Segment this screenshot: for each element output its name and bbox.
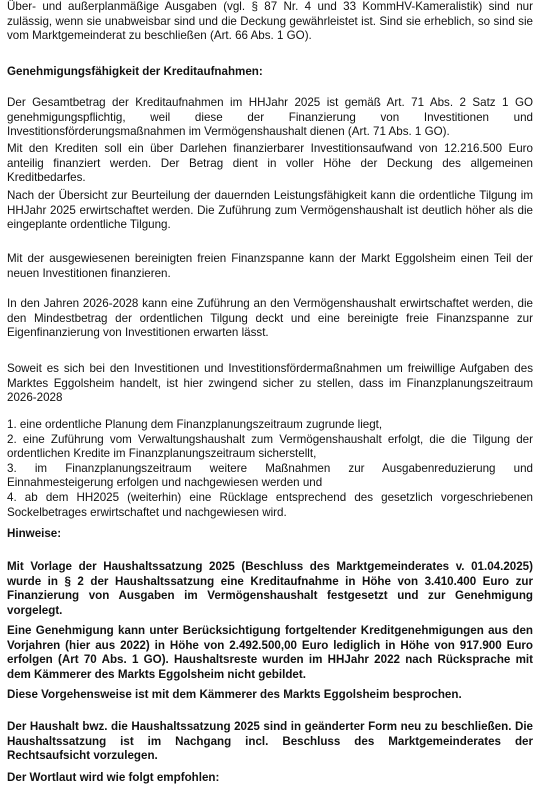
- paragraph-soweit: Soweit es sich bei den Investitionen und Investitionsfördermaßnahmen um freiwillige Aufgaben des Marktes Eggolsheim handelt, ist hier zwingend sicher zu stellen, dass im Finanzplanungszeitraum 2026-2028: [7, 362, 533, 405]
- paragraph-wortlaut: Der Wortlaut wird wie folgt empfohlen:: [7, 771, 220, 784]
- heading-kreditaufnahmen: Genehmigungsfähigkeit der Kreditaufnahmen:: [7, 65, 263, 78]
- paragraph-haushalt: Der Haushalt bwz. die Haushaltssatzung 2025 sind in geänderter Form neu zu beschließen. Die Haushaltssatzung ist im Nachgang incl. Beschluss des Marktgemeinderates der Rechtsaufsicht vorzulegen.: [7, 720, 533, 763]
- list-item: 3. im Finanzplanungszeitraum weitere Maßnahmen zur Ausgabenreduzierung und Einnahmesteigerung erfolgen und nachgewiesen werden und: [7, 461, 533, 490]
- heading-hinweise: Hinweise:: [7, 527, 62, 540]
- paragraph-krediten: Mit den Krediten soll ein über Darlehen finanzierbarer Investitionsaufwand von 12.216.500 Euro anteilig finanziert werden. Der Betrag dient in voller Höhe der Deckung des allgemeinen Kreditbedarfes.: [7, 142, 533, 185]
- paragraph-vorgehensweise: Diese Vorgehensweise ist mit dem Kämmerer des Markts Eggolsheim besprochen.: [7, 688, 462, 701]
- paragraph-gesamtbetrag: Der Gesamtbetrag der Kreditaufnahmen im HHJahr 2025 ist gemäß Art. 71 Abs. 2 Satz 1 GO genehmigungspflichtig, weil diese der Finanzierung von Investitionen und Investitionsförderungsmaßnahmen im Vermögenshaushalt dienen (Art. 71 Abs. 1 GO).: [7, 96, 533, 139]
- conditions-list: [7, 418, 533, 520]
- paragraph-vorlage: Mit Vorlage der Haushaltssatzung 2025 (Beschluss des Marktgemeinderates v. 01.04.2025) wurde in § 2 der Haushaltssatzung eine Kreditaufnahme in Höhe von 3.410.400 Euro zur Finanzierung von Ausgaben im Vermögenshaushalt festgesetzt und zur Genehmigung vorgelegt.: [7, 560, 533, 617]
- intro-paragraph: Über- und außerplanmäßige Ausgaben (vgl. § 87 Nr. 4 und 33 KommHV-Kameralistik) sind nur zulässig, wenn sie unabweisbar sind und die Deckung gewährleistet ist. Sind sie erheblich, so sind sie vom Marktgemeinderat zu beschließen (Art. 66 Abs. 1 GO).: [7, 0, 533, 43]
- list-item: 2. eine Zuführung vom Verwaltungshaushalt zum Vermögenshaushalt erfolgt, die die Tilgung der ordentlichen Kredite im Finanzplanungszeitraum sicherstellt,: [7, 432, 533, 461]
- list-item: 4. ab dem HH2025 (weiterhin) eine Rücklage entsprechend des gesetzlich vorgeschriebenen Sockelbetrages erwirtschaftet und nachgewiesen wird.: [7, 490, 533, 519]
- paragraph-jahre: In den Jahren 2026-2028 kann eine Zuführung an den Vermögenshaushalt erwirtschaftet werden, die den Mindestbetrag der ordentlichen Tilgung deckt und eine bereinigte freie Finanzspanne zur Eigenfinanzierung von Investitionen erwarten lässt.: [7, 297, 533, 340]
- list-item: 1. eine ordentliche Planung dem Finanzplanungszeitraum zugrunde liegt,: [7, 418, 383, 431]
- paragraph-uebersicht: Nach der Übersicht zur Beurteilung der dauernden Leistungsfähigkeit kann die ordentliche Tilgung im HHJahr 2025 erwirtschaftet werden. Die Zuführung zum Vermögenshaushalt ist deutlich höher als die eingeplante ordentliche Tilgung.: [7, 189, 533, 232]
- paragraph-finanzspanne: Mit der ausgewiesenen bereinigten freien Finanzspanne kann der Markt Eggolsheim einen Teil der neuen Investitionen finanzieren.: [7, 252, 533, 280]
- paragraph-genehmigung: Eine Genehmigung kann unter Berücksichtigung fortgeltender Kreditgenehmigungen aus den Vorjahren (hier aus 2022) in Höhe von 2.492.500,00 Euro lediglich in Höhe von 917.900 Euro erfolgen (Art 70 Abs. 1 GO). Haushaltsreste wurden im HHJahr 2022 nach Rücksprache mit dem Kämmerer des Markts Eggolsheim nicht gebildet.: [7, 624, 533, 681]
